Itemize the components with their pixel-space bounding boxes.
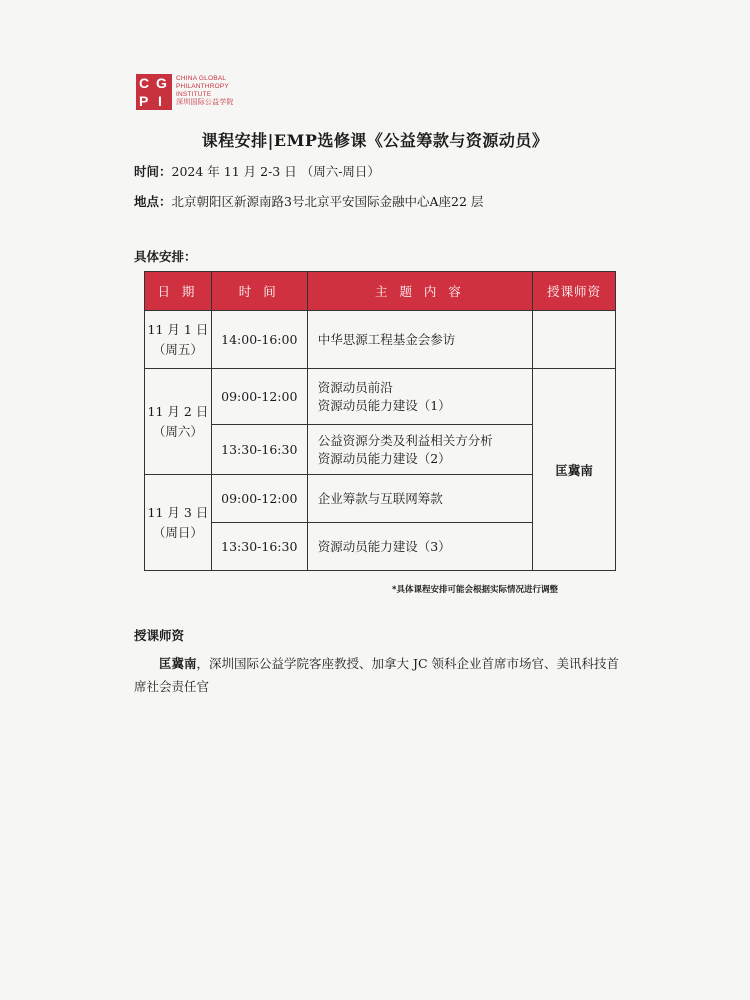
logo-line-2: PHILANTHROPY <box>176 83 229 90</box>
date-cell <box>145 369 212 475</box>
course-place-value: 北京朝阳区新源南路3号北京平安国际金融中心A座22 层 <box>171 194 484 209</box>
teacher-cell-empty <box>533 311 616 369</box>
logo-letter-p: P <box>139 93 149 109</box>
course-time-label: 时间： <box>134 164 172 179</box>
logo-wordmark <box>176 75 296 107</box>
course-time <box>134 162 380 180</box>
time-cell: 09:00-12:00 <box>211 475 307 523</box>
topic-cell: 中华思源工程基金会参访 <box>307 311 532 369</box>
topic-cell <box>307 425 532 475</box>
header-date: 日 期 <box>145 272 212 311</box>
date-line: 11 月 2 日 <box>147 403 209 419</box>
course-time-value: 2024 年 11 月 2-3 日 （周六-周日） <box>171 164 380 179</box>
logo-line-1: CHINA GLOBAL <box>176 75 227 82</box>
logo-letter-c: C <box>139 75 150 91</box>
time-cell: 14:00-16:00 <box>211 311 307 369</box>
weekday-line: （周日） <box>152 524 203 540</box>
course-place <box>134 192 483 210</box>
logo-letter-i: I <box>158 93 162 109</box>
topic-line: 资源动员能力建设（1） <box>317 397 451 413</box>
header-teacher: 授课师资 <box>533 272 616 311</box>
date-line: 11 月 3 日 <box>147 504 209 520</box>
schedule-note: *具体课程安排可能会根据实际情况进行调整 <box>392 585 558 595</box>
date-cell <box>145 475 212 571</box>
teacher-section-label: 授课师资 <box>134 628 185 643</box>
table-row <box>145 311 616 369</box>
teacher-bio-text: ，深圳国际公益学院客座教授、加拿大 JC 领科企业首席市场官、美讯科技首席社会责任官 <box>134 656 620 694</box>
teacher-name: 匡冀南 <box>159 656 197 671</box>
date-line: 11 月 1 日 <box>147 321 209 337</box>
logo-line-3: INSTITUTE <box>176 91 212 98</box>
date-cell <box>145 311 212 369</box>
time-cell: 13:30-16:30 <box>211 425 307 475</box>
time-cell: 13:30-16:30 <box>211 523 307 571</box>
topic-line: 资源动员能力建设（2） <box>317 450 451 466</box>
table-header-row <box>145 272 616 311</box>
weekday-line: （周五） <box>152 341 203 357</box>
teacher-cell: 匡冀南 <box>533 369 616 571</box>
document-title: 课程安排|EMP选修课《公益筹款与资源动员》 <box>201 131 549 150</box>
schedule-table <box>144 271 616 571</box>
topic-line: 资源动员前沿 <box>317 379 393 395</box>
time-cell: 09:00-12:00 <box>211 369 307 425</box>
logo-line-4: 深圳国际公益学院 <box>176 99 234 106</box>
header-topic: 主 题 内 容 <box>307 272 532 311</box>
weekday-line: （周六） <box>152 423 203 439</box>
table-row <box>145 369 616 425</box>
topic-cell: 企业筹款与互联网筹款 <box>307 475 532 523</box>
schedule-label: 具体安排： <box>134 249 197 264</box>
course-place-label: 地点： <box>134 194 172 209</box>
topic-cell: 资源动员能力建设（3） <box>307 523 532 571</box>
header-time: 时 间 <box>211 272 307 311</box>
cgpi-logo-mark <box>136 74 172 110</box>
logo-letter-g: G <box>156 75 167 91</box>
topic-cell <box>307 369 532 425</box>
topic-line: 公益资源分类及利益相关方分析 <box>317 432 493 448</box>
teacher-bio <box>134 652 624 698</box>
